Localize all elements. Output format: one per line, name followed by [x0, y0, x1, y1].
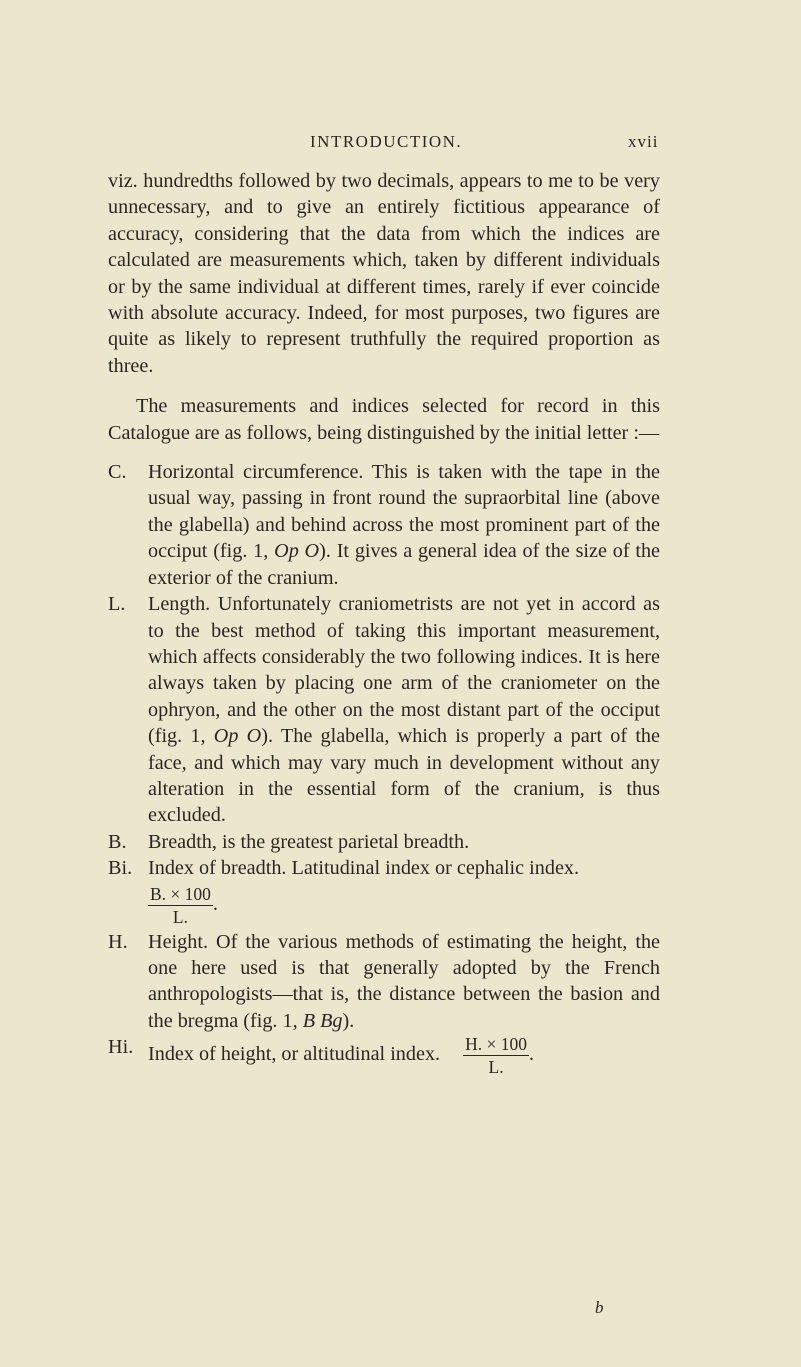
running-title: INTRODUCTION. — [310, 132, 463, 151]
definition-letter: L. — [108, 593, 126, 616]
fraction — [148, 884, 213, 927]
formula-period: . — [212, 892, 218, 915]
definition-b — [108, 829, 660, 855]
fraction-denominator: L. — [488, 1057, 504, 1078]
definition-letter: Hi. — [108, 1036, 134, 1059]
definition-text: ). The glabella, which is properly a part of the face, and which may vary much in development without any alteration in the essential form of the cranium, is thus excluded. — [148, 725, 660, 827]
definition-text: Height. Of the various methods of estimating the height, the one here used is that generally adopted by the French anthropologists—that is, the distance between the basion and the bregma (fig. 1, — [148, 930, 660, 1032]
formula-period: . — [529, 1043, 535, 1066]
definition-text: ). It gives a general idea of the size of the exterior of the cranium. — [148, 540, 660, 589]
definition-letter: C. — [108, 461, 127, 484]
body-text — [108, 168, 660, 1077]
definition-text: Index of breadth. Latitudinal index or cephalic index. — [148, 857, 580, 880]
definition-bi — [108, 855, 660, 881]
figure-reference: Op O — [274, 540, 320, 563]
definition-l — [108, 591, 660, 829]
definition-text: Length. Unfortunately craniometrists are not yet in accord as to the best method of taking this important measurement, which affects considerably the two following indices. It is here always taken by placing one arm of the craniometer on the ophryon, and the other on the most distant part of the occiput (fig. 1, — [148, 593, 660, 748]
paragraph-1: viz. hundredths followed by two decimals, appears to me to be very unnecessary, and to give an entirely fictitious appearance of accuracy, considering that the data from which the indices are calculated are measurements which, taken by different individuals or by the same individual at different times, rarely if ever coincide with absolute accuracy. Indeed, for most purposes, two figures are quite as likely to represent truthfully the required proportion as three. — [108, 170, 660, 377]
definition-list — [108, 459, 660, 1077]
page-number: xvii — [628, 132, 659, 151]
definition-hi — [108, 1034, 660, 1077]
definition-text: Horizontal circumference. This is taken with the tape in the usual way, passing in front round the supraorbital line (above the glabella) and behind across the most prominent part of the occiput (fig. 1, — [148, 461, 660, 563]
definition-c — [108, 459, 660, 591]
fraction-denominator: L. — [172, 906, 188, 927]
signature-mark: b — [595, 1298, 604, 1317]
figure-reference: B Bg — [302, 1009, 343, 1032]
fraction-numerator: H. × 100 — [465, 1034, 528, 1055]
definition-text: ). — [342, 1009, 355, 1032]
fraction-numerator: B. × 100 — [150, 883, 211, 904]
definition-h — [108, 929, 660, 1035]
definition-text: Index of height, or altitudinal index. — [148, 1043, 441, 1066]
breadth-index-formula — [148, 884, 660, 927]
definition-text: Breadth, is the greatest parietal breadth. — [148, 830, 470, 853]
figure-reference: Op O — [213, 725, 262, 748]
height-index-formula — [463, 1034, 529, 1077]
page-header — [0, 132, 801, 162]
definition-letter: B. — [108, 830, 127, 853]
definition-letter: Bi. — [108, 857, 133, 880]
paragraph-2: The measurements and indices selected for record in this Catalogue are as follows, being distinguished by the initial letter :— — [108, 395, 660, 444]
definition-letter: H. — [108, 930, 128, 953]
